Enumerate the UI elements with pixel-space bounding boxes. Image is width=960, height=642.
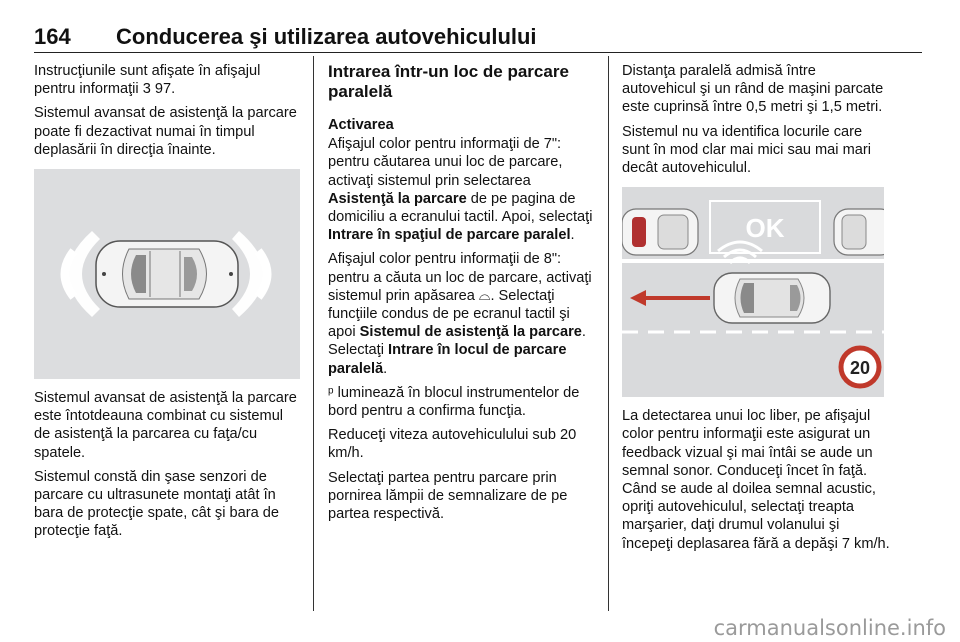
parking-indicator-icon: ᵖ — [328, 384, 334, 401]
paragraph: Sistemul nu va identifica locurile care sunt în mod clar mai mici sau mai mari decât autovehiculul. — [622, 123, 871, 177]
paragraph: Distanţa paralelă admisă între autovehicul şi un rând de maşini parcate este cuprinsă între 0,5 metri şi 1,5 metri. — [622, 63, 884, 116]
column-divider-2 — [608, 56, 609, 611]
text: . — [570, 227, 575, 244]
text: . Selectaţi — [328, 324, 586, 359]
page-number: 164 — [34, 24, 71, 49]
section-heading: Intrarea într-un loc de parcare paralelă — [328, 62, 569, 101]
text: luminează în blocul instrumentelor de bord pentru a confirma funcţia. — [328, 384, 580, 420]
menu-option-label: Intrare în locul de parcare paralelă — [328, 342, 567, 377]
paragraph — [328, 135, 596, 244]
paragraph — [328, 384, 596, 420]
column-left — [34, 62, 302, 547]
subsection-heading: Activarea — [328, 117, 394, 133]
parallel-parking-illustration — [622, 187, 884, 397]
paragraph: Sistemul constă din şase senzori de parcare cu ultrasunete montaţi atât în bara de protecţie spate, cât şi bara de protecţie faţă. — [34, 468, 280, 540]
parking-button-icon: ⌓ — [478, 287, 491, 304]
speed-limit-label: 20 — [849, 358, 871, 379]
paragraph — [328, 250, 596, 377]
chapter-title: Conducerea şi utilizarea autovehiculului — [116, 24, 537, 49]
watermark: carmanualsonline.info — [713, 616, 946, 640]
column-middle — [328, 62, 596, 529]
text: de pe pagina de domiciliu a ecranului tactil. Apoi, selectaţi — [328, 190, 593, 226]
column-right — [622, 62, 892, 559]
menu-option-label: Intrare în spaţiul de parcare paralel — [328, 227, 571, 244]
text: Afişajul color pentru informaţii de 8": pentru a căuta un loc de parcare, activaţi sistemul prin apăsarea — [328, 251, 592, 304]
page-header — [34, 18, 922, 53]
paragraph: La detectarea unui loc liber, pe afişajul color pentru informaţii este asigurat un feedback vizual şi mai întâi se aude un semnal sonor. Conduceţi încet în faţă. Când se aude al doilea semnal acustic, opriţi autovehiculul, selectaţi treapta marşarier, daţi drumul volanului şi începeţi deplasarea fără a depăşi 7 km/h. — [622, 408, 890, 552]
menu-option-label: Asistenţă la parcare — [328, 190, 467, 207]
ok-label: OK — [745, 213, 785, 244]
parking-sensors-illustration — [34, 169, 300, 379]
page-ref-link[interactable]: 3 97. — [142, 81, 176, 98]
column-divider-1 — [313, 56, 314, 611]
paragraph: Reduceţi viteza autovehiculului sub 20 km/h. — [328, 427, 577, 462]
text: Instrucţiunile sunt afişate în afişajul pentru informaţii — [34, 63, 261, 98]
paragraph: Sistemul avansat de asistenţă la parcare poate fi dezactivat numai în timpul deplasării în direcţia înainte. — [34, 105, 297, 158]
paragraph: Selectaţi partea pentru parcare prin pornirea lămpii de semnalizare de pe partea respectivă. — [328, 469, 568, 523]
menu-option-label: Sistemul de asistenţă la parcare — [359, 324, 582, 341]
text: . — [383, 360, 388, 377]
text: . Selectaţi funcţiile condus de pe ecranul tactil şi apoi — [328, 287, 570, 341]
paragraph — [34, 62, 302, 98]
text: Afişajul color pentru informaţii de 7": pentru căutarea unui loc de parcare, activaţi sistemul prin selectarea — [328, 136, 563, 189]
paragraph: Sistemul avansat de asistenţă la parcare este întotdeauna combinat cu sistemul de asistenţă la parcarea cu faţa/cu spatele. — [34, 390, 297, 461]
